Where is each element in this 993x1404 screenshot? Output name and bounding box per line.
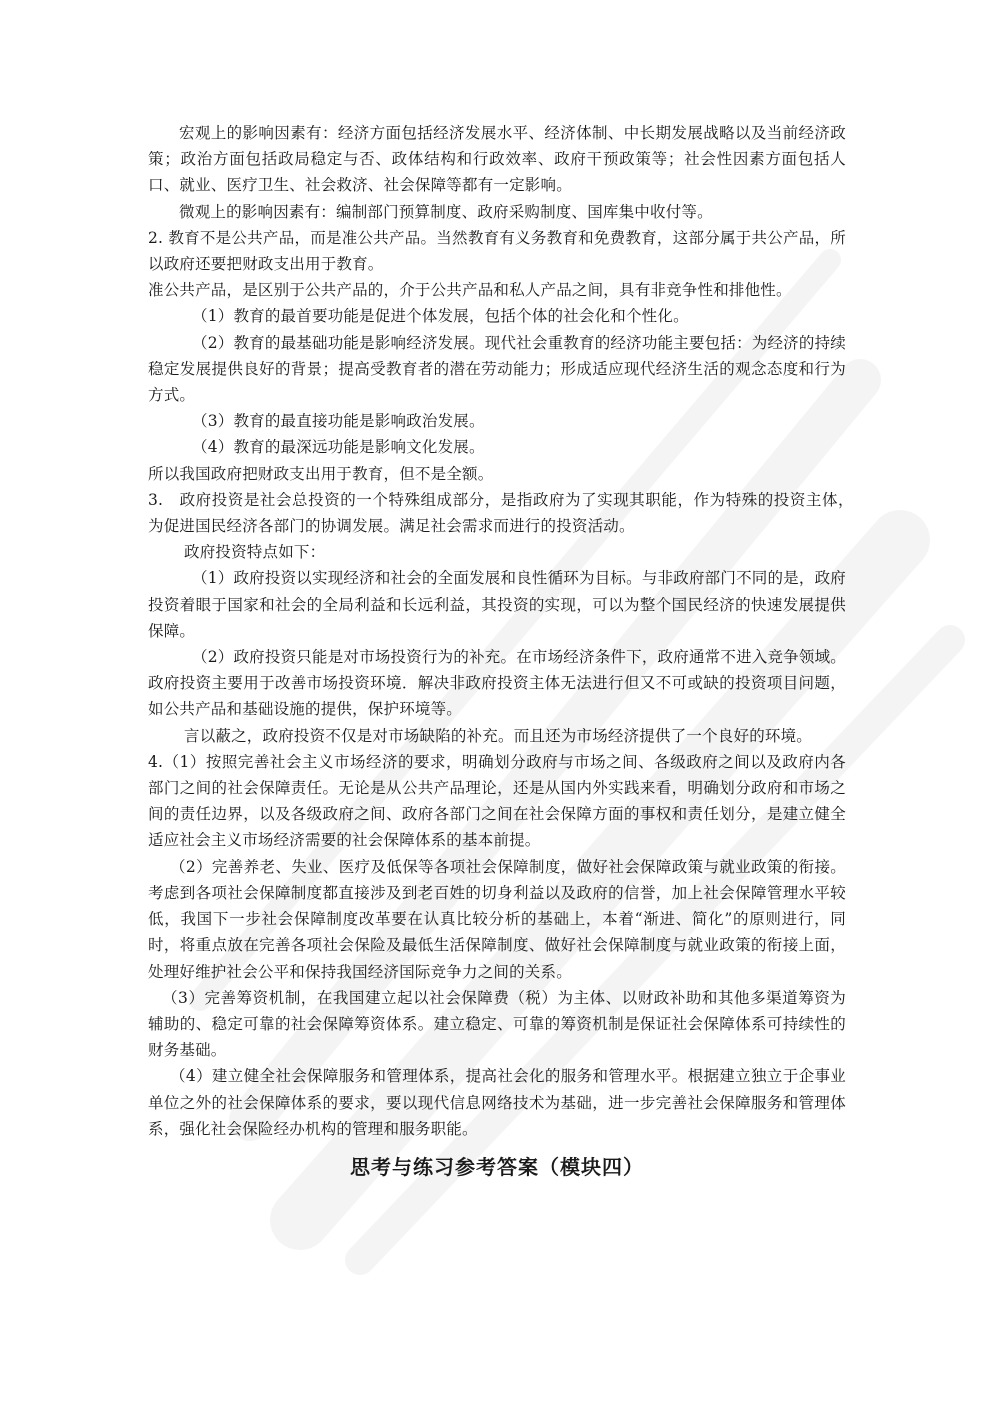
document-body: [148, 120, 862, 1186]
paragraph-8: 所以我国政府把财政支出用于教育，但不是全额。: [148, 464, 494, 483]
paragraph-2: 2. 教育不是公共产品，而是准公共产品。当然教育有义务教育和免费教育，这部分属于共公产品，所以政府还要把财政支出用于教育。: [148, 228, 846, 274]
paragraph-4: （1）教育的最首要功能是促进个体发展，包括个体的社会化和个性化。: [192, 307, 689, 326]
paragraph-3: 准公共产品，是区别于公共产品的，介于公共产品和私人产品之间，具有非竞争性和排他性。: [148, 281, 792, 300]
paragraph-7: （4）教育的最深远功能是影响文化发展。: [192, 438, 485, 457]
paragraph-0: 宏观上的影响因素有：经济方面包括经济发展水平、经济体制、中长期发展战略以及当前经济政策；政治方面包括政局稳定与否、政体结构和行政效率、政府干预政策等；社会性因素方面包括人口、就业、医疗卫生、社会救济、社会保障等都有一定影响。: [148, 124, 846, 195]
paragraph-5: （2）教育的最基础功能是影响经济发展。现代社会重教育的经济功能主要包括：为经济的持续稳定发展提供良好的背景；提高受教育者的潜在劳动能力；形成适应现代经济生活的观念态度和行为方式。: [148, 333, 846, 405]
paragraph-9: 3. 政府投资是社会总投资的一个特殊组成部分，是指政府为了实现其职能，作为特殊的投资主体， 为促进国民经济各部门的协调发展。满足社会需求而进行的投资活动。: [148, 490, 862, 536]
paragraph-17: （4）建立健全社会保障服务和管理体系，提高社会化的服务和管理水平。根据建立独立于企事业单位之外的社会保障体系的要求，要以现代信息网络技术为基础，进一步完善社会保障服务和管理体系，强化社会保险经办机构的管理和服务职能。: [148, 1067, 846, 1138]
paragraph-15: （2）完善养老、失业、医疗及低保等各项社会保障制度，做好社会保障政策与就业政策的衔接。考虑到各项社会保障制度都直接涉及到老百姓的切身利益以及政府的信誉，加上社会保障管理水平较低，我国下一步社会保障制度改革要在认真比较分析的基础上，本着“渐进、简化”的原则进行，同时，将重点放在完善各项社会保险及最低生活保障制度、做好社会保障制度与就业政策的衔接上面，处理好维护社会公平和保持我国经济国际竞争力之间的关系。: [148, 857, 846, 981]
section-heading: 思考与练习参考答案（模块四）: [350, 1154, 644, 1179]
paragraph-13: 言以蔽之，政府投资不仅是对市场缺陷的补充。而且还为市场经济提供了一个良好的环境。: [184, 726, 813, 745]
paragraph-12: （2）政府投资只能是对市场投资行为的补充。在市场经济条件下，政府通常不进入竞争领域。政府投资主要用于改善市场投资环境．解决非政府投资主体无法进行但又不可或缺的投资项目问题，如公共产品和基础设施的提供，保护环境等。: [148, 648, 846, 719]
paragraph-11: （1）政府投资以实现经济和社会的全面发展和良性循环为目标。与非政府部门不同的是，政府投资着眼于国家和社会的全局利益和长远利益，其投资的实现，可以为整个国民经济的快速发展提供保障。: [148, 569, 846, 640]
paragraph-10: 政府投资特点如下：: [184, 543, 326, 562]
paragraph-6: （3）教育的最直接功能是影响政治发展。: [192, 412, 485, 431]
paragraph-16: （3）完善筹资机制，在我国建立起以社会保障费（税）为主体、以财政补助和其他多渠道筹资为辅助的、稳定可靠的社会保障筹资体系。建立稳定、可靠的筹资机制是保证社会保障体系可持续性的财务基础。: [148, 988, 846, 1060]
paragraph-1: 微观上的影响因素有：编制部门预算制度、政府采购制度、国库集中收付等。: [179, 202, 713, 221]
paragraph-14: 4.（1）按照完善社会主义市场经济的要求，明确划分政府与市场之间、各级政府之间以及政府内各部门之间的社会保障责任。无论是从公共产品理论，还是从国内外实践来看，明确划分政府和市场之间的责任边界，以及各级政府之间、政府各部门之间在社会保障方面的事权和责任划分，是建立健全适应社会主义市场经济需要的社会保障体系的基本前提。: [148, 752, 846, 850]
